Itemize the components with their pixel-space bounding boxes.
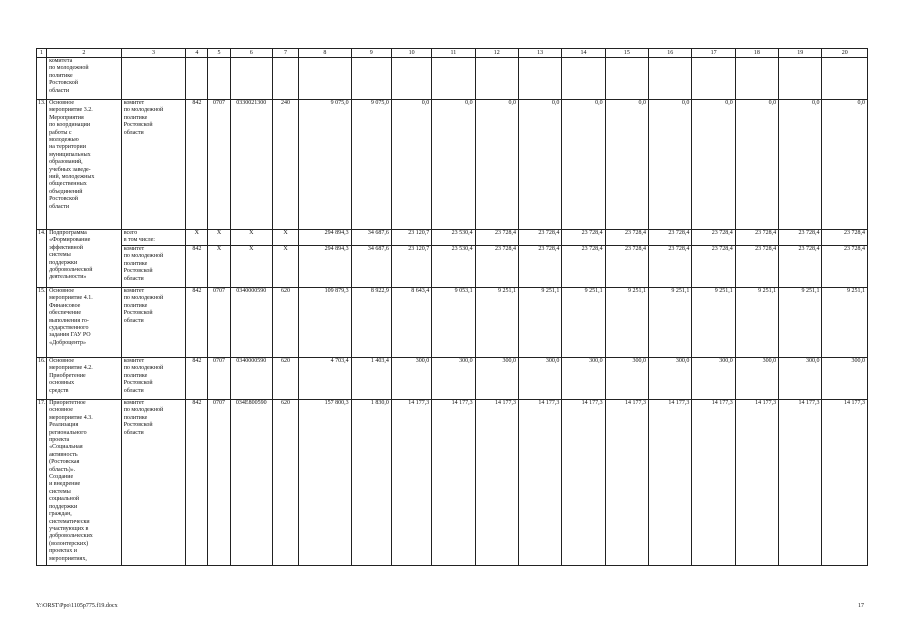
amount-cell: 23 728,4 [518,230,561,246]
activity-name: комитета по молодежной политике Ростовской области [49,58,89,94]
amount-cell: 0,0 [649,100,692,230]
col-header: 3 [121,49,186,58]
amount-cell: 23 728,4 [475,230,518,246]
amount-cell: 14 177,3 [605,400,648,566]
csr-code: X [230,230,272,246]
amount-cell: 23 728,4 [779,246,822,288]
amount-cell: 0,0 [605,100,648,230]
amount-cell: 23 728,4 [692,246,735,288]
amount-cell: 9 251,1 [779,288,822,358]
activity-name: Основное мероприятие 4.2. Приобретение основных средств [49,358,93,394]
amount-cell: 294 894,3 [299,246,351,288]
responsible-executor: комитет по молодежной политике Ростовской области [123,288,164,324]
amount-cell: 23 728,4 [518,246,561,288]
amount-cell: 157 800,3 [299,400,351,566]
vr-code: 620 [272,400,298,566]
responsible-executor: комитет по молодежной политике Ростовской области [123,246,164,282]
vr-code: 620 [272,288,298,358]
col-header: 9 [351,49,391,58]
amount-cell: 23 728,4 [735,246,778,288]
col-header: 6 [230,49,272,58]
amount-cell: 9 251,1 [822,288,868,358]
amount-cell: 9 251,1 [605,288,648,358]
amount-cell: 14 177,3 [432,400,475,566]
csr-code: 034Е800590 [230,400,272,566]
amount-cell: 23 728,4 [562,230,605,246]
row-number: 15. [37,288,47,358]
col-header: 5 [208,49,230,58]
responsible-executor: комитет по молодежной политике Ростовской области [123,400,164,436]
amount-cell: 23 530,4 [432,246,475,288]
amount-cell: 9 251,1 [692,288,735,358]
amount-cell: 14 177,3 [649,400,692,566]
amount-cell: 23 120,7 [391,246,431,288]
amount-cell: 14 177,3 [475,400,518,566]
amount-cell: 300,0 [518,358,561,400]
amount-cell: 14 177,3 [692,400,735,566]
amount-cell: 23 728,4 [475,246,518,288]
amount-cell: 9 251,1 [475,288,518,358]
responsible-executor: комитет по молодежной политике Ростовской области [123,358,164,394]
amount-cell: 300,0 [692,358,735,400]
col-header: 1 [37,49,47,58]
page-number: 17 [858,603,864,609]
col-header: 18 [735,49,778,58]
amount-cell: 4 703,4 [299,358,351,400]
amount-cell: 0,0 [692,100,735,230]
activity-name: Приоритетное основное мероприятие 4.3. Реализация регионального проекта «Социальная активность (Ростовская область)». Создание и внедрение системы социальной поддержки граждан, систематически участвующих в добровольческих (волонтерских) проектах и мероприятиях, [49,400,93,562]
amount-cell: 300,0 [649,358,692,400]
grbs-code: X [186,230,208,246]
column-number-row [37,49,868,58]
grbs-code: 842 [186,246,208,288]
amount-cell: 23 120,7 [391,230,431,246]
amount-cell: 23 728,4 [562,246,605,288]
grbs-code: 842 [186,100,208,230]
csr-code: X [230,246,272,288]
amount-cell: 0,0 [822,100,868,230]
amount-cell: 23 728,4 [735,230,778,246]
grbs-code: 842 [186,400,208,566]
amount-cell: 0,0 [518,100,561,230]
rzpr-code: 0707 [208,358,230,400]
rzpr-code: 0707 [208,400,230,566]
amount-cell: 14 177,3 [822,400,868,566]
amount-cell: 23 728,4 [649,246,692,288]
amount-cell: 300,0 [475,358,518,400]
col-header: 10 [391,49,431,58]
amount-cell: 34 687,6 [351,230,391,246]
amount-cell: 9 053,1 [432,288,475,358]
activity-name: Основное мероприятие 4.1. Финансовое обеспечение выполнения го- сударственного задания ГАУ РО «Доброцентр» [49,288,93,346]
csr-code: 0330021300 [230,100,272,230]
activity-name: Основное мероприятие 3.2. Мероприятия по координации работы с молодежью на территории муниципальных образований, учебных заведе- ний, молодежных общественных объединений Ростовской области [49,100,95,210]
amount-cell: 300,0 [562,358,605,400]
amount-cell: 9 251,1 [562,288,605,358]
table-row [37,246,868,288]
amount-cell: 300,0 [779,358,822,400]
amount-cell: 1 403,4 [351,358,391,400]
row-number: 17. [37,400,47,566]
rzpr-code: 0707 [208,288,230,358]
amount-cell: 0,0 [475,100,518,230]
col-header: 20 [822,49,868,58]
amount-cell: 9 251,1 [735,288,778,358]
amount-cell: 0,0 [391,100,431,230]
activity-name: Подпрограмма «Формирование эффективной системы поддержки добровольческой деятельности» [49,230,93,281]
col-header: 11 [432,49,475,58]
amount-cell: 300,0 [735,358,778,400]
amount-cell: 9 075,0 [351,100,391,230]
col-header: 12 [475,49,518,58]
vr-code: 620 [272,358,298,400]
table-row [37,358,868,400]
vr-code: 240 [272,100,298,230]
amount-cell: 34 687,6 [351,246,391,288]
amount-cell: 23 728,4 [779,230,822,246]
amount-cell: 0,0 [432,100,475,230]
amount-cell: 0,0 [735,100,778,230]
amount-cell: 23 728,4 [649,230,692,246]
amount-cell: 300,0 [391,358,431,400]
csr-code: 0340000590 [230,288,272,358]
col-header: 2 [47,49,122,58]
col-header: 4 [186,49,208,58]
col-header: 17 [692,49,735,58]
amount-cell: 8 643,4 [391,288,431,358]
amount-cell: 1 830,0 [351,400,391,566]
amount-cell: 23 728,4 [692,230,735,246]
amount-cell: 14 177,3 [562,400,605,566]
col-header: 8 [299,49,351,58]
amount-cell: 23 728,4 [822,230,868,246]
col-header: 15 [605,49,648,58]
row-number: 16. [37,358,47,400]
amount-cell: 8 922,9 [351,288,391,358]
amount-cell: 0,0 [562,100,605,230]
grbs-code: 842 [186,358,208,400]
amount-cell: 300,0 [822,358,868,400]
col-header: 7 [272,49,298,58]
responsible-executor: комитет по молодежной политике Ростовской области [123,100,164,136]
footer-file-path: Y:\ORST\Ppo\1105p775.f19.docx [36,603,118,609]
table-row [37,230,868,246]
row-number: 13. [37,100,47,230]
rzpr-code: X [208,246,230,288]
col-header: 19 [779,49,822,58]
col-header: 16 [649,49,692,58]
amount-cell: 14 177,3 [735,400,778,566]
amount-cell: 23 728,4 [822,246,868,288]
amount-cell: 23 530,4 [432,230,475,246]
table-row [37,400,868,566]
row-number: 14. [37,230,47,288]
table-row [37,288,868,358]
grbs-code: 842 [186,288,208,358]
amount-cell: 23 728,4 [605,230,648,246]
vr-code: X [272,246,298,288]
amount-cell: 14 177,3 [779,400,822,566]
budget-table [36,48,868,566]
rzpr-code: X [208,230,230,246]
table-row [37,100,868,230]
amount-cell: 14 177,3 [391,400,431,566]
table-row [37,58,868,100]
amount-cell: 9 075,0 [299,100,351,230]
amount-cell: 14 177,3 [518,400,561,566]
amount-cell: 300,0 [432,358,475,400]
responsible-executor: всего в том числе: [123,230,155,244]
amount-cell: 300,0 [605,358,648,400]
amount-cell: 9 251,1 [649,288,692,358]
col-header: 13 [518,49,561,58]
csr-code: 0340000590 [230,358,272,400]
amount-cell: 109 879,3 [299,288,351,358]
amount-cell: 9 251,1 [518,288,561,358]
amount-cell: 0,0 [779,100,822,230]
rzpr-code: 0707 [208,100,230,230]
vr-code: X [272,230,298,246]
amount-cell: 23 728,4 [605,246,648,288]
col-header: 14 [562,49,605,58]
amount-cell: 294 894,3 [299,230,351,246]
